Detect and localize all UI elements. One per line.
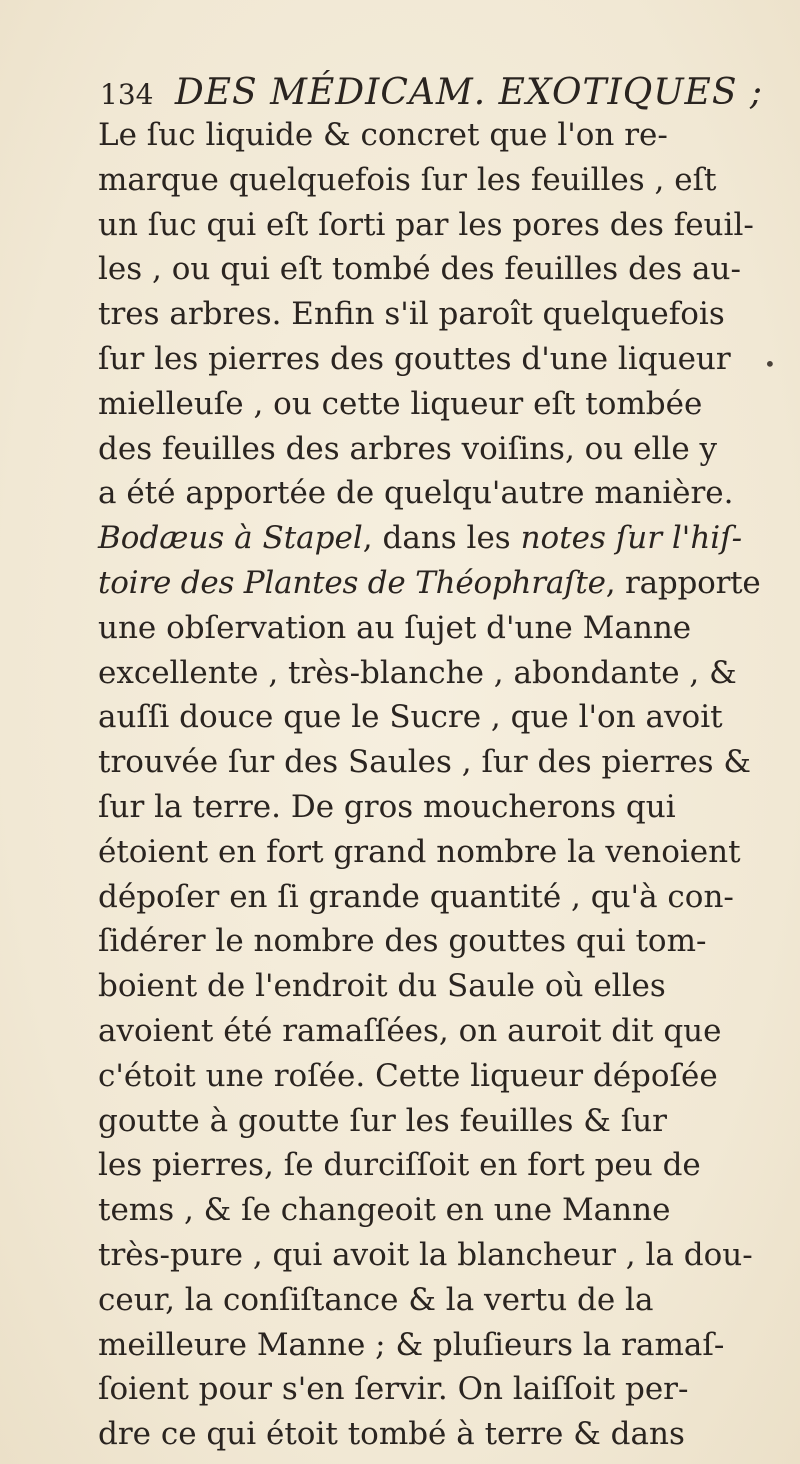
body-text xyxy=(98,113,761,1457)
text-line-26: très-pure , qui avoit la blancheur , la dou- xyxy=(98,1236,753,1273)
text-line-4: les , ou qui eſt tombé des feuilles des au- xyxy=(98,251,741,288)
text-line-19: ſidérer le nombre des gouttes qui tom- xyxy=(98,923,707,960)
text-line-5: tres arbres. Enfin s'il paroît quelquefois xyxy=(98,296,725,333)
text-line-17: étoient en fort grand nombre la venoient xyxy=(98,833,741,870)
italic-author: Bodæus à Stapel xyxy=(98,520,363,557)
text-line-18: dépoſer en ſi grande quantité , qu'à con- xyxy=(98,878,734,915)
text-line-6: ſur les pierres des gouttes d'une liqueur xyxy=(98,340,731,377)
text-line-30: dre ce qui étoit tombé à terre & dans xyxy=(98,1416,685,1453)
text-line-10 xyxy=(98,516,758,561)
text-line-14: auſſi douce que le Sucre , que l'on avoit xyxy=(98,699,723,736)
text-line-25: tems , & ſe changeoit en une Manne xyxy=(98,1192,671,1229)
text-line-29: ſoient pour s'en ſervir. On laiſſoit per- xyxy=(98,1371,689,1408)
text-line-12: une obſervation au ſujet d'une Manne xyxy=(98,609,692,646)
text-line-8: des feuilles des arbres voiſins, ou elle y xyxy=(98,430,718,467)
text-line-20: boient de l'endroit du Saule où elles xyxy=(98,968,666,1005)
text-line-11 xyxy=(98,561,761,606)
text-segment: , rapporte xyxy=(605,564,761,601)
text-line-28: meilleure Manne ; & pluſieurs la ramaſ- xyxy=(98,1326,725,1363)
page-number: 134 xyxy=(100,78,154,111)
text-line-9: a été apportée de quelqu'autre manière. xyxy=(98,475,734,512)
text-segment: , dans les xyxy=(362,520,521,557)
italic-title-start: notes ſur l'hiſ- xyxy=(520,520,743,557)
margin-dot: • xyxy=(764,352,776,376)
text-line-3: un ſuc qui eſt ſorti par les pores des feuil- xyxy=(98,206,754,243)
text-line-24: les pierres, ſe durciſſoit en fort peu de xyxy=(98,1147,701,1184)
text-line-23: goutte à goutte ſur les feuilles & ſur xyxy=(98,1102,667,1139)
text-line-27: ceur, la conſiſtance & la vertu de la xyxy=(98,1281,654,1318)
italic-title-end: toire des Plantes de Théophraſte xyxy=(98,564,606,601)
text-line-22: c'étoit une roſée. Cette liqueur dépoſée xyxy=(98,1057,718,1094)
text-line-15: trouvée ſur des Saules , ſur des pierres & xyxy=(98,744,751,781)
text-line-1: Le ſuc liquide & concret que l'on re- xyxy=(98,117,668,153)
text-line-13: excellente , très-blanche , abondante , & xyxy=(98,654,737,691)
text-line-21: avoient été ramaſſées, on auroit dit que xyxy=(98,1012,722,1049)
running-title: DES MÉDICAM. EXOTIQUES ; xyxy=(174,72,764,113)
page-header xyxy=(100,70,764,116)
text-line-2: marque quelquefois ſur les feuilles , eſt xyxy=(98,161,717,198)
text-line-7: mielleuſe , ou cette liqueur eſt tombée xyxy=(98,385,703,422)
text-line-16: ſur la terre. De gros moucherons qui xyxy=(98,788,676,825)
